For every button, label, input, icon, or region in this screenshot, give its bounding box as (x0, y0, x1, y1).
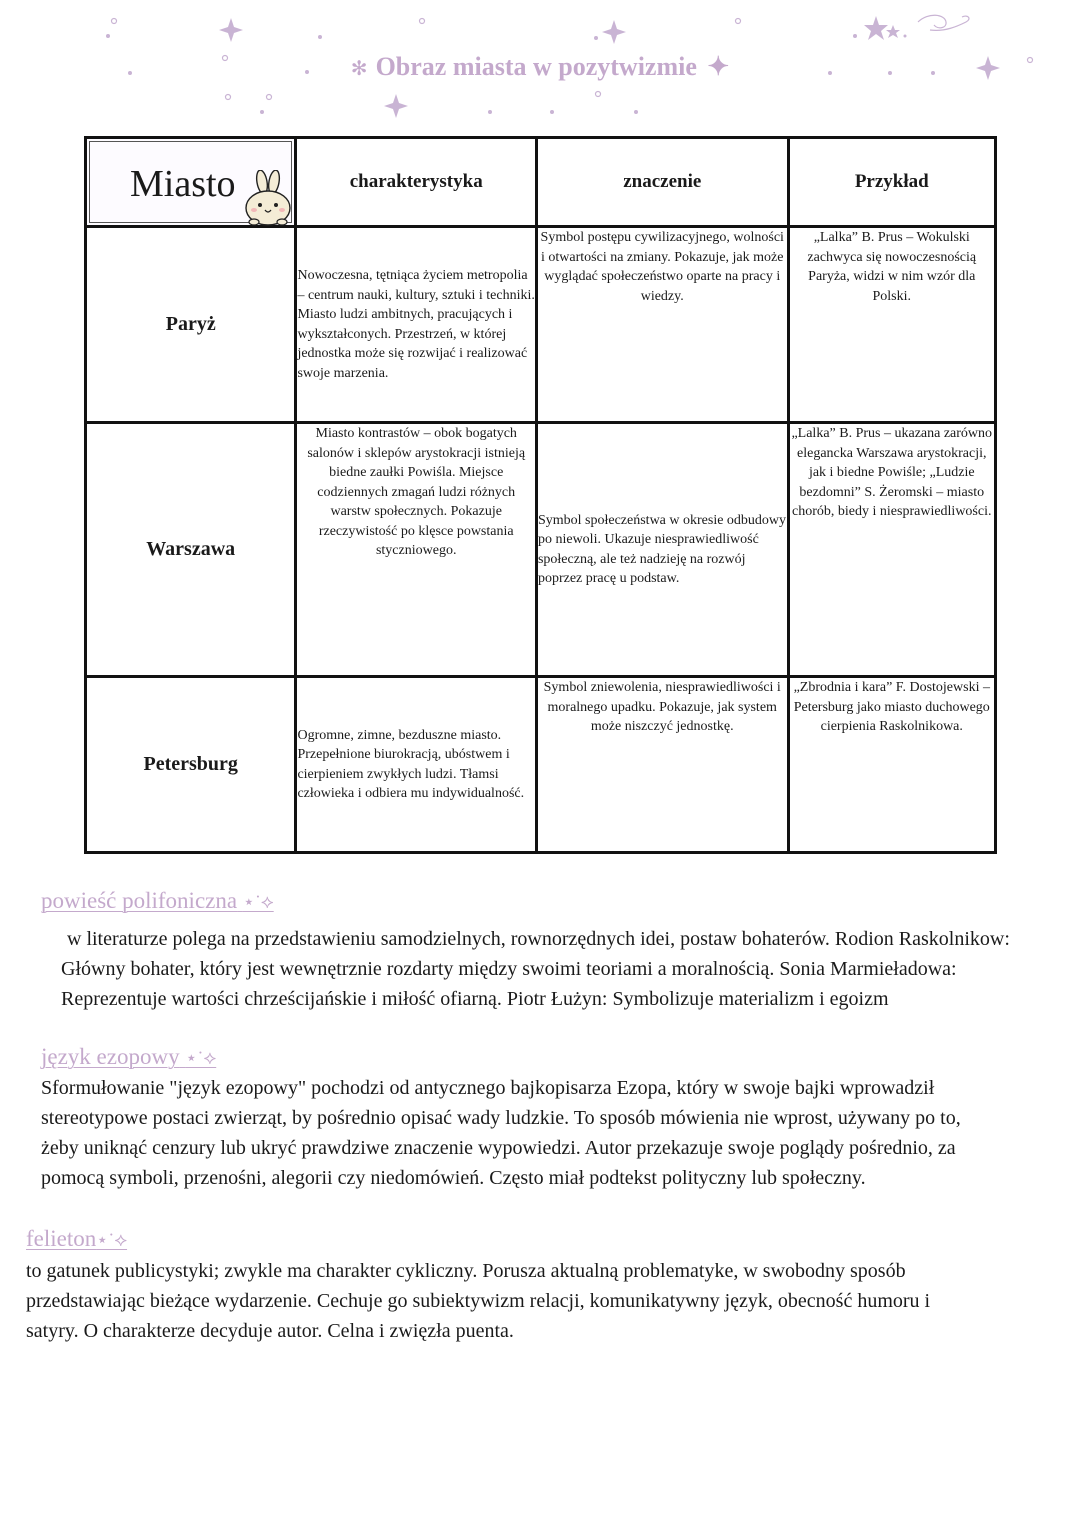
sparkle-icon: ⋆˙⟡ (185, 1048, 217, 1069)
sparkle-icon (384, 94, 408, 118)
star-icon (864, 16, 888, 40)
sparkle-icon (219, 18, 243, 42)
table-cell: Symbol zniewolenia, niesprawiedliwości i moralnego upadku. Pokazuje, jak system może niszczyć jednostkę. (536, 677, 788, 853)
term-definition: to gatunek publicystyki; zwykle ma charakter cykliczny. Porusza aktualną problematyke, w swobodny sposób przedstawiając bieżące wydarzenie. Cechuje go subiektywizm relacji, komunikatywny język, obecność humoru i satyry. O charakterze decyduje autor. Celna i zwięzła puenta. (26, 1260, 931, 1342)
city-name: Warszawa (86, 423, 296, 677)
table-cell: Miasto kontrastów – obok bogatych salonów i sklepów arystokracji istnieją biedne zaułki Powiśla. Miejsce codziennych zmagań ludzi różnych warstw społecznych. Pokazuje rzeczywistość po klęsce powstania styczniowego. (296, 423, 537, 677)
term-heading (41, 888, 274, 914)
table-cell: „Lalka” B. Prus – ukazana zarówno elegancka Warszawa arystokracji, jak i biedne Powiśle; „Ludzie bezdomni” S. Żeromski – miasto chorób, biedy i niesprawiedliwości. (788, 423, 995, 677)
term-definition: Sformułowanie "język ezopowy" pochodzi od antycznego bajkopisarza Ezopa, który w swoje bajki wprowadził stereotypowe postaci zwierząt, by pośrednio opisać wady ludzkie. To sposób mówienia nie wprost, używany po to, żeby uniknąć cenzury lub ukryć prawdziwe znaczenie wypowiedzi. Autor przekazuje swoje poglądy pośrednio, za pomocą symboli, przenośni, alegorii czy niedomówień. Często miał podtekst polityczny lub społeczny. (41, 1077, 961, 1189)
star-icon (886, 25, 900, 38)
bunny-icon (240, 170, 298, 228)
swirl-icon (918, 15, 969, 30)
term-label: powieść polifoniczna (41, 888, 238, 913)
city-name: Paryż (86, 227, 296, 423)
term-label: felieton (26, 1226, 97, 1251)
sparkle-icon: ✦ (707, 52, 730, 81)
term-label: język ezopowy (41, 1044, 180, 1069)
sparkle-icon (602, 20, 626, 44)
page-title-text: Obraz miasta w pozytwizmie (375, 52, 697, 81)
table-cell: Nowoczesna, tętniąca życiem metropolia – centrum nauki, kultury, sztuki i techniki. Miasto ludzi ambitnych, pracujących i wykształconych. Przestrzeń, w której jednostka może się rozwijać i realizować swoje marzenia. (296, 227, 537, 423)
table-row (86, 677, 996, 853)
sparkle-icon: ⋆˙⟡ (242, 892, 274, 913)
page-title (0, 52, 1080, 82)
table-row (86, 423, 996, 677)
header-miasto: Miasto (130, 163, 236, 205)
table-cell: Symbol społeczeństwa w okresie odbudowy po niewoli. Ukazuje niesprawiedliwość społeczną, ale też nadzieję na rozwój poprzez pracę u podstaw. (536, 423, 788, 677)
table-row (86, 227, 996, 423)
table-cell: „Zbrodnia i kara” F. Dostojewski – Petersburg jako miasto duchowego cierpienia Raskolnikowa. (788, 677, 995, 853)
city-table (84, 136, 997, 854)
table-cell: Symbol postępu cywilizacyjnego, wolności i otwartości na zmiany. Pokazuje, jak może wyglądać społeczeństwo oparte na pracy i wiedzy. (536, 227, 788, 423)
table-header-row (86, 138, 996, 227)
term-heading (26, 1226, 127, 1252)
term-definition: w literaturze polega na przedstawieniu samodzielnych, rownorzędnych idei, postaw bohaterów. Rodion Raskolnikow: Główny bohater, który jest wewnętrznie rozdarty między swoimi teoriami a moralnością. Sonia Marmieładowa: Reprezentuje wartości chrześcijańskie i miłość ofiarną. Piotr Łużyn: Symbolizuje materializm i egoizm (61, 928, 1010, 1010)
header-miasto-cell (86, 138, 296, 227)
header-charakterystyka: charakterystyka (296, 138, 537, 227)
table-cell: „Lalka” B. Prus – Wokulski zachwyca się nowoczesnością Paryża, widzi w nim wzór dla Polski. (788, 227, 995, 423)
table-cell: Ogromne, zimne, bezduszne miasto. Przepełnione biurokracją, ubóstwem i cierpieniem zwykłych ludzi. Tłamsi człowieka i odbiera mu indywidualność. (296, 677, 537, 853)
sparkle-icon: ⋆˙⟡ (96, 1230, 128, 1251)
header-przyklad: Przykład (788, 138, 995, 227)
asterisk-icon: ✻ (350, 58, 368, 80)
term-heading (41, 1044, 216, 1070)
city-name: Petersburg (86, 677, 296, 853)
header-znaczenie: znaczenie (536, 138, 788, 227)
